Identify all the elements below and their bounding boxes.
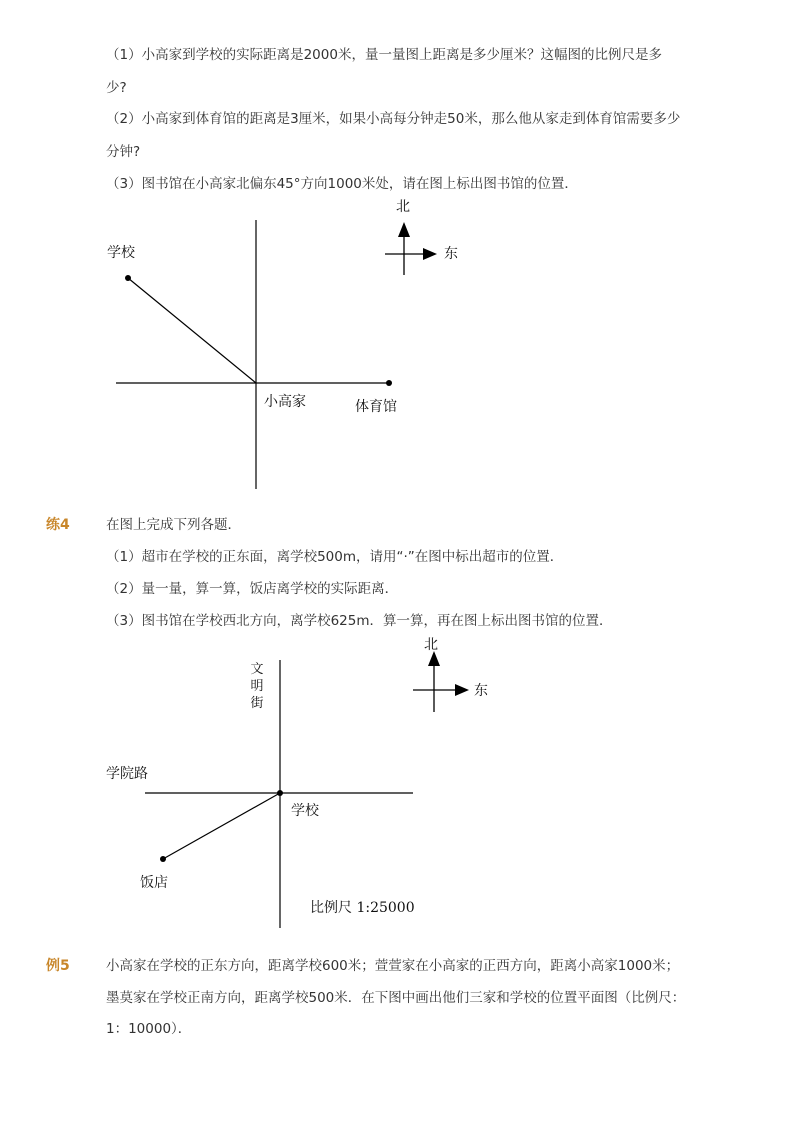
street-label-char-1: 文: [250, 662, 264, 677]
question-2-line1: （2）小高家到体育馆的距离是3厘米，如果小高每分钟走50米，那么他从家走到体育馆需要多少: [106, 111, 681, 127]
exercise-4-tag: 练4: [46, 517, 70, 533]
exercise-4-intro: 在图上完成下列各题．: [106, 517, 241, 533]
compass-north-label: 北: [424, 637, 438, 653]
question-1-line1: （1）小高家到学校的实际距离是2000米，量一量图上距离是多少厘米？这幅图的比例尺是多: [106, 47, 662, 63]
restaurant-dot: [160, 856, 166, 862]
school-dot: [277, 790, 283, 796]
street-label-char-2: 明: [250, 679, 264, 694]
exercise-4-q1: （1）超市在学校的正东面，离学校500m，请用“·”在图中标出超市的位置．: [106, 549, 564, 565]
question-3: （3）图书馆在小高家北偏东45°方向1000米处，请在图上标出图书馆的位置．: [106, 176, 578, 192]
example-5-line3: 1：10000）．: [106, 1021, 192, 1037]
street-label-char-3: 街: [250, 696, 264, 711]
compass-icon: [385, 222, 437, 275]
restaurant-line: [163, 793, 280, 859]
figure-1-map: [0, 195, 800, 495]
exercise-4-q3: （3）图书馆在学校西北方向，离学校625m．算一算，再在图上标出图书馆的位置．: [106, 613, 613, 629]
compass-east-label: 东: [444, 246, 458, 262]
gym-dot: [386, 380, 392, 386]
home-label: 小高家: [264, 394, 306, 410]
restaurant-label: 饭店: [140, 875, 168, 891]
compass-east-label: 东: [474, 683, 488, 699]
school-line: [128, 278, 256, 383]
exercise-4-q2: （2）量一量，算一算，饭店离学校的实际距离．: [106, 581, 399, 597]
example-5-line2: 墨莫家在学校正南方向，距离学校500米．在下图中画出他们三家和学校的位置平面图（比例尺：: [106, 990, 686, 1006]
compass-north-label: 北: [396, 199, 410, 215]
question-1-line2: 少?: [106, 80, 127, 96]
scale-label: 比例尺 1:25000: [310, 900, 415, 916]
question-2-line2: 分钟?: [106, 144, 141, 160]
school-label: 学校: [107, 245, 135, 261]
compass-icon: [413, 651, 469, 712]
road-label: 学院路: [106, 766, 148, 782]
example-5-line1: 小高家在学校的正东方向，距离学校600米；萱萱家在小高家的正西方向，距离小高家1000米；: [106, 958, 680, 974]
school-dot: [125, 275, 131, 281]
gym-label: 体育馆: [355, 399, 397, 415]
school-label: 学校: [291, 803, 319, 819]
example-5-tag: 例5: [46, 958, 70, 974]
